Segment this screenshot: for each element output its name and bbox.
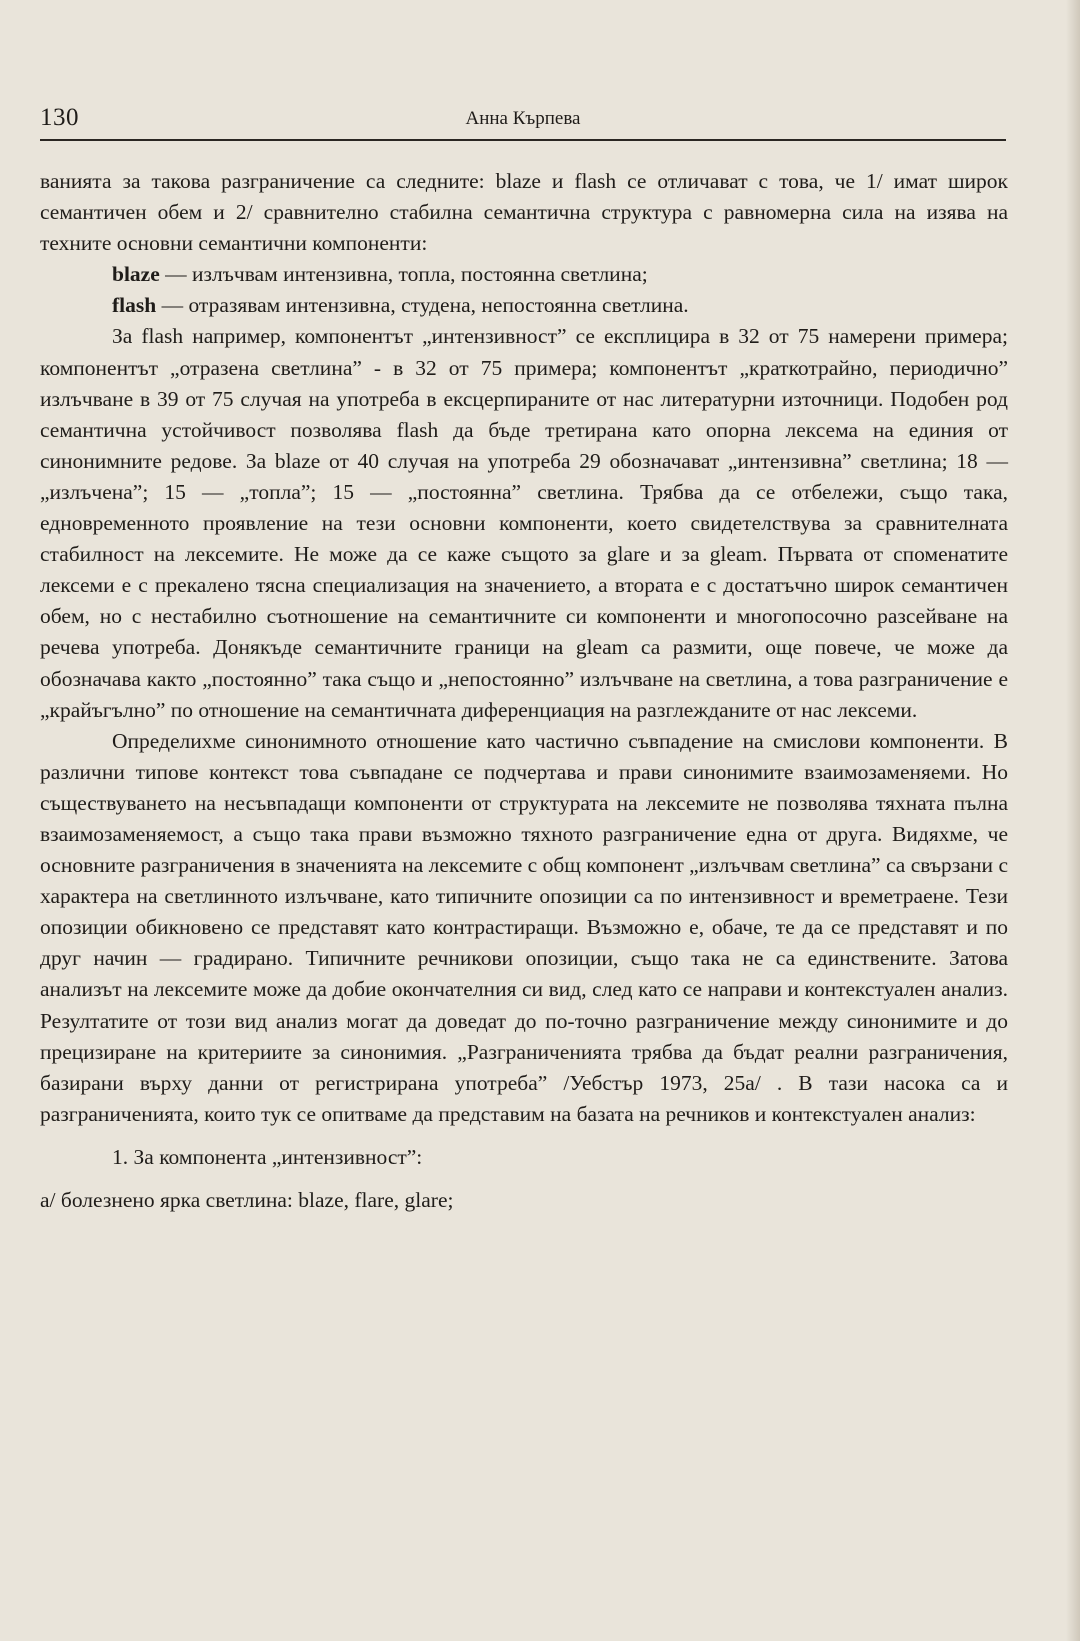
- page-number: 130: [40, 104, 79, 131]
- term-blaze: blaze: [112, 262, 160, 287]
- list-item-a: а/ болезнено ярка светлина: blaze, flare, glare;: [40, 1188, 454, 1212]
- paragraph-2: За flash например, компонентът „интензивност” се експлицира в 32 от 75 намерени примера; компонентът „отразена светлина” - в 32 от 75 примера; компонентът „краткотрайно, периодично” излъчване в 39 от 75 случая на употреба в ексцерпираните от нас литературни източници. Подобен род семантична устойчивост позволява flash да бъде третирана като опорна лексема на единия от синонимните редове. За blaze от 40 случая на употреба 29 обозначават „интензивна” светлина; 18 — „излъчена”; 15 — „топла”; 15 — „постоянна” светлина. Трябва да се отбележи, също така, едновременното проявление на тези основни компоненти, което свидетелствува за сравнителната стабилност на лексемите. Не може да се каже същото за glare и за gleam. Първата от споменатите лексеми е с прекалено тясна специализация на значението, а втората е с достатъчно широк семантичен обем, но с нестабилно съотношение на семантичните си компоненти и многопосочно разсейване на речева употреба. Донякъде семантичните граници на gleam са размити, още повече, че може да обозначава както „постоянно” така също и „непостоянно” излъчване на светлина, а това разграничение е „крайъгълно” по отношение на семантичната диференциация на разглежданите от нас лексеми.: [40, 324, 1008, 722]
- definition-flash: [40, 290, 1008, 321]
- definition-blaze-text: — излъчвам интензивна, топла, постоянна светлина;: [159, 262, 648, 287]
- page-header: [40, 104, 1006, 138]
- definition-flash-text: — отразявам интензивна, студена, непостоянна светлина.: [156, 293, 689, 318]
- definition-blaze: [40, 259, 1008, 290]
- paragraph-3: Определихме синонимното отношение като частично съвпадение на смислови компоненти. В различни типове контекст това съвпадане се подчертава и прави синонимите взаимозаменяеми. Но съществуването на несъвпадащи компоненти от структурата на лексемите не позволява тяхната пълна взаимозаменяемост, а също така прави възможно тяхното разграничение една от друга. Видяхме, че основните разграничения в значенията на лексемите с общ компонент „излъчвам светлина” са свързани с характера на светлинното излъчване, като типичните опозиции са по интензивност и времетраене. Тези опозиции обикновено се представят като контрастиращи. Възможно е, обаче, те да се представят и по друг начин — градирано. Типичните речникови опозиции, също така не са единствените. Затова анализът на лексемите може да добие окончателния си вид, след като се направи и контекстуален анализ. Резултатите от този вид анализ могат да доведат до по-точно разграничение между синонимите и до прецизиране на критериите за синонимия. „Разграниченията трябва да бъдат реални разграничения, базирани върху данни от регистрирана употреба” /Уебстър 1973, 25а/ . В тази насока са и разграниченията, които тук се опитваме да представим на базата на речников и контекстуален анализ:: [40, 728, 1008, 1126]
- header-rule: [40, 139, 1006, 141]
- running-head: Анна Кърпева: [465, 108, 581, 129]
- term-flash: flash: [112, 293, 157, 318]
- paragraph-1: ванията за такова разграничение са следните: blaze и flash се отличават с това, че 1/ имат широк семантичен обем и 2/ сравнително стабилна семантична структура с равномерна сила на изява на техните основни семантични компоненти:: [40, 169, 1008, 256]
- list-heading: 1. За компонента „интензивност”:: [112, 1144, 423, 1169]
- body-text: [40, 166, 1008, 1216]
- page-edge: [1066, 0, 1080, 1641]
